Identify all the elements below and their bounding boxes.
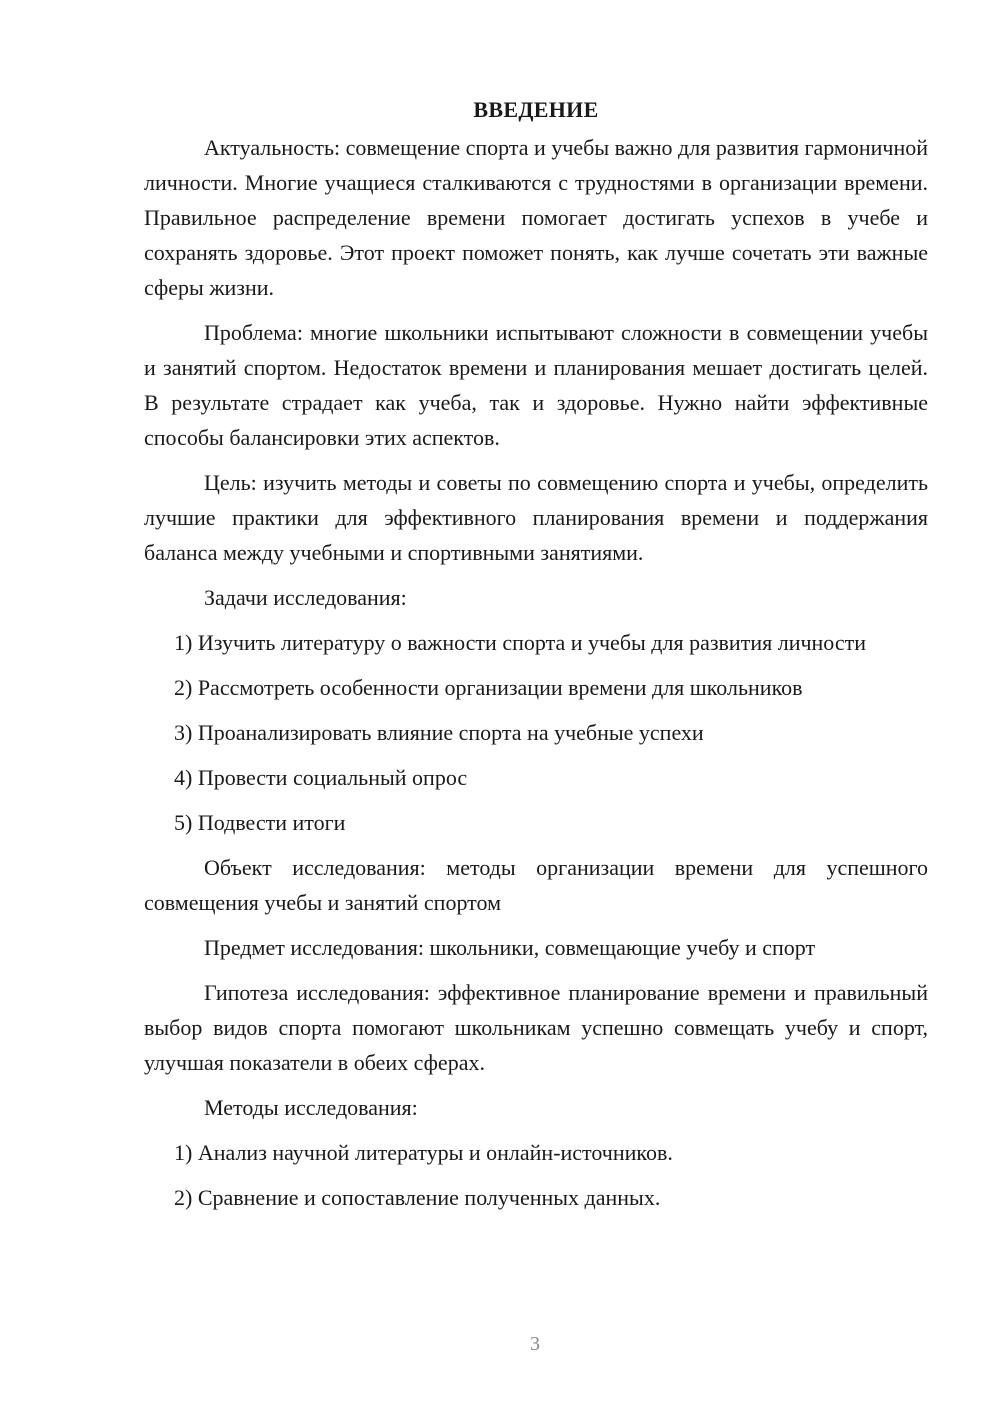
- subject-paragraph: Предмет исследования: школьники, совмещающие учебу и спорт: [204, 935, 816, 960]
- problem-paragraph: Проблема: многие школьники испытывают сложности в совмещении учебы и занятий спортом. Недостаток времени и планирования мешает достигать целей. В результате страдает как учеба, так и здоровье. Нужно найти эффективные способы балансировки этих аспектов.: [144, 320, 928, 450]
- document-page: [144, 92, 928, 1225]
- method-item-1: 1) Анализ научной литературы и онлайн-источников.: [174, 1140, 673, 1165]
- relevance-paragraph: Актуальность: совмещение спорта и учебы важно для развития гармоничной личности. Многие учащиеся сталкиваются с трудностями в организации времени. Правильное распределение времени помогает достигать успехов в учебе и сохранять здоровье. Этот проект поможет понять, как лучше сочетать эти важные сферы жизни.: [144, 135, 928, 300]
- page-number: 3: [530, 1333, 540, 1355]
- hypothesis-paragraph: Гипотеза исследования: эффективное планирование времени и правильный выбор видов спорта помогают школьникам успешно совмещать учебу и спорт, улучшая показатели в обеих сферах.: [144, 980, 928, 1075]
- task-item-4: 4) Провести социальный опрос: [174, 765, 468, 790]
- task-item-5: 5) Подвести итоги: [174, 810, 346, 835]
- task-item-1: 1) Изучить литературу о важности спорта и учебы для развития личности: [174, 630, 867, 655]
- object-paragraph: Объект исследования: методы организации времени для успешного совмещения учебы и занятий спортом: [144, 855, 928, 915]
- tasks-title: Задачи исследования:: [204, 585, 407, 610]
- task-item-2: 2) Рассмотреть особенности организации времени для школьников: [174, 675, 803, 700]
- section-heading: ВВЕДЕНИЕ: [473, 97, 599, 122]
- task-item-3: 3) Проанализировать влияние спорта на учебные успехи: [174, 720, 704, 745]
- goal-paragraph: Цель: изучить методы и советы по совмещению спорта и учебы, определить лучшие практики для эффективного планирования времени и поддержания баланса между учебными и спортивными занятиями.: [144, 470, 928, 565]
- methods-title: Методы исследования:: [204, 1095, 418, 1120]
- method-item-2: 2) Сравнение и сопоставление полученных данных.: [174, 1185, 661, 1210]
